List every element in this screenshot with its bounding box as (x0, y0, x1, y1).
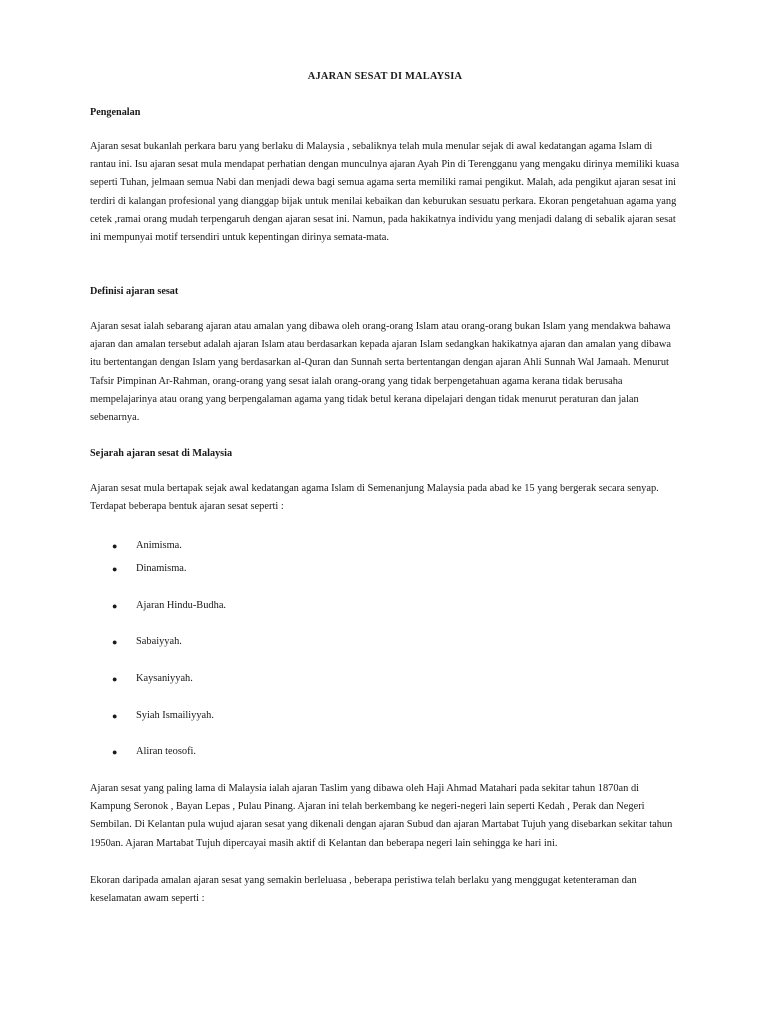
bullet-icon: ● (112, 601, 118, 611)
paragraph-ekoran: Ekoran daripada amalan ajaran sesat yang semakin berleluasa , beberapa peristiwa telah berlaku yang menggugat ketenteraman dan keselamatan awam seperti : (90, 875, 637, 905)
heading-sejarah: Sejarah ajaran sesat di Malaysia (90, 448, 233, 459)
paragraph-taslim: Ajaran sesat yang paling lama di Malaysia ialah ajaran Taslim yang dibawa oleh Haji Ahmad Matahari pada sekitar tahun 1870an di Kampung Seronok , Bayan Lepas , Pulau Pinang. Ajaran ini telah berkembang ke negeri-negeri lain seperti Kedah , Perak dan Negeri Sembilan. Di Kelantan pula wujud ajaran sesat yang dikenali dengan ajaran Subud dan ajaran Martabat Tujuh yang disebarkan sekitar tahun 1950an. Ajaran Martabat Tujuh dipercayai masih aktif di Kelantan dan beberapa negeri lain sehingga ke hari ini. (90, 783, 673, 849)
list-item-text: Animisma. (136, 540, 182, 551)
list-item-text: Syiah Ismailiyyah. (136, 710, 214, 721)
heading-definisi: Definisi ajaran sesat (90, 286, 179, 297)
paragraph-pengenalan: Ajaran sesat bukanlah perkara baru yang berlaku di Malaysia , sebaliknya telah mula menular sejak di awal kedatangan agama Islam di rantau ini. Isu ajaran sesat mula mendapat perhatian dengan munculnya ajaran Ayah Pin di Terengganu yang mengaku dirinya memiliki kuasa seperti Tuhan, jelmaan semua Nabi dan menjadi dewa bagi semua agama serta memiliki ramai pengikut. Malah, ada pengikut ajaran sesat ini terdiri di kalangan profesional yang dianggap bijak untuk menilai kebaikan dan keburukan sesuatu perkara. Ekoran pengetahuan agama yang cetek ,ramai orang mudah terpengaruh dengan ajaran sesat ini. Namun, pada hakikatnya individu yang menjadi dalang di sebalik ajaran sesat ini mempunyai motif tersendiri untuk kepentingan dirinya semata-mata. (90, 141, 680, 244)
paragraph-sejarah: Ajaran sesat mula bertapak sejak awal kedatangan agama Islam di Semenanjung Malaysia pada abad ke 15 yang bergerak secara senyap. Terdapat beberapa bentuk ajaran sesat seperti : (90, 483, 659, 513)
bullet-icon: ● (112, 711, 118, 721)
list-item-text: Kaysaniyyah. (136, 673, 193, 684)
list-item-text: Ajaran Hindu-Budha. (136, 600, 227, 611)
paragraph-definisi: Ajaran sesat ialah sebarang ajaran atau amalan yang dibawa oleh orang-orang Islam atau orang-orang bukan Islam yang mendakwa bahawa ajaran dan amalan tersebut adalah ajaran Islam atau berdasarkan kepada ajaran Islam sedangkan hakikatnya ajaran dan amalan yang dibawa itu bertentangan dengan Islam yang berdasarkan al-Quran dan Sunnah serta bertentangan dengan ajaran Ahli Sunnah Wal Jamaah. Menurut Tafsir Pimpinan Ar-Rahman, orang-orang yang sesat ialah orang-orang yang tidak berpengetahuan agama kerana tidak berusaha mempelajarinya atau orang yang berpengalaman agama yang tidak betul kerana dipelajari dengan tidak menurut peraturan dan jalan sebenarnya. (90, 321, 672, 424)
bullet-icon: ● (112, 674, 118, 684)
list-item-text: Dinamisma. (136, 563, 187, 574)
document-title: AJARAN SESAT DI MALAYSIA (307, 71, 463, 82)
list-item-text: Aliran teosofi. (136, 746, 197, 757)
bullet-icon: ● (112, 747, 118, 757)
bullet-icon: ● (112, 637, 118, 647)
heading-pengenalan: Pengenalan (90, 107, 141, 118)
bullet-icon: ● (112, 541, 118, 551)
list-item-text: Sabaiyyah. (136, 636, 182, 647)
bullet-icon: ● (112, 564, 118, 574)
